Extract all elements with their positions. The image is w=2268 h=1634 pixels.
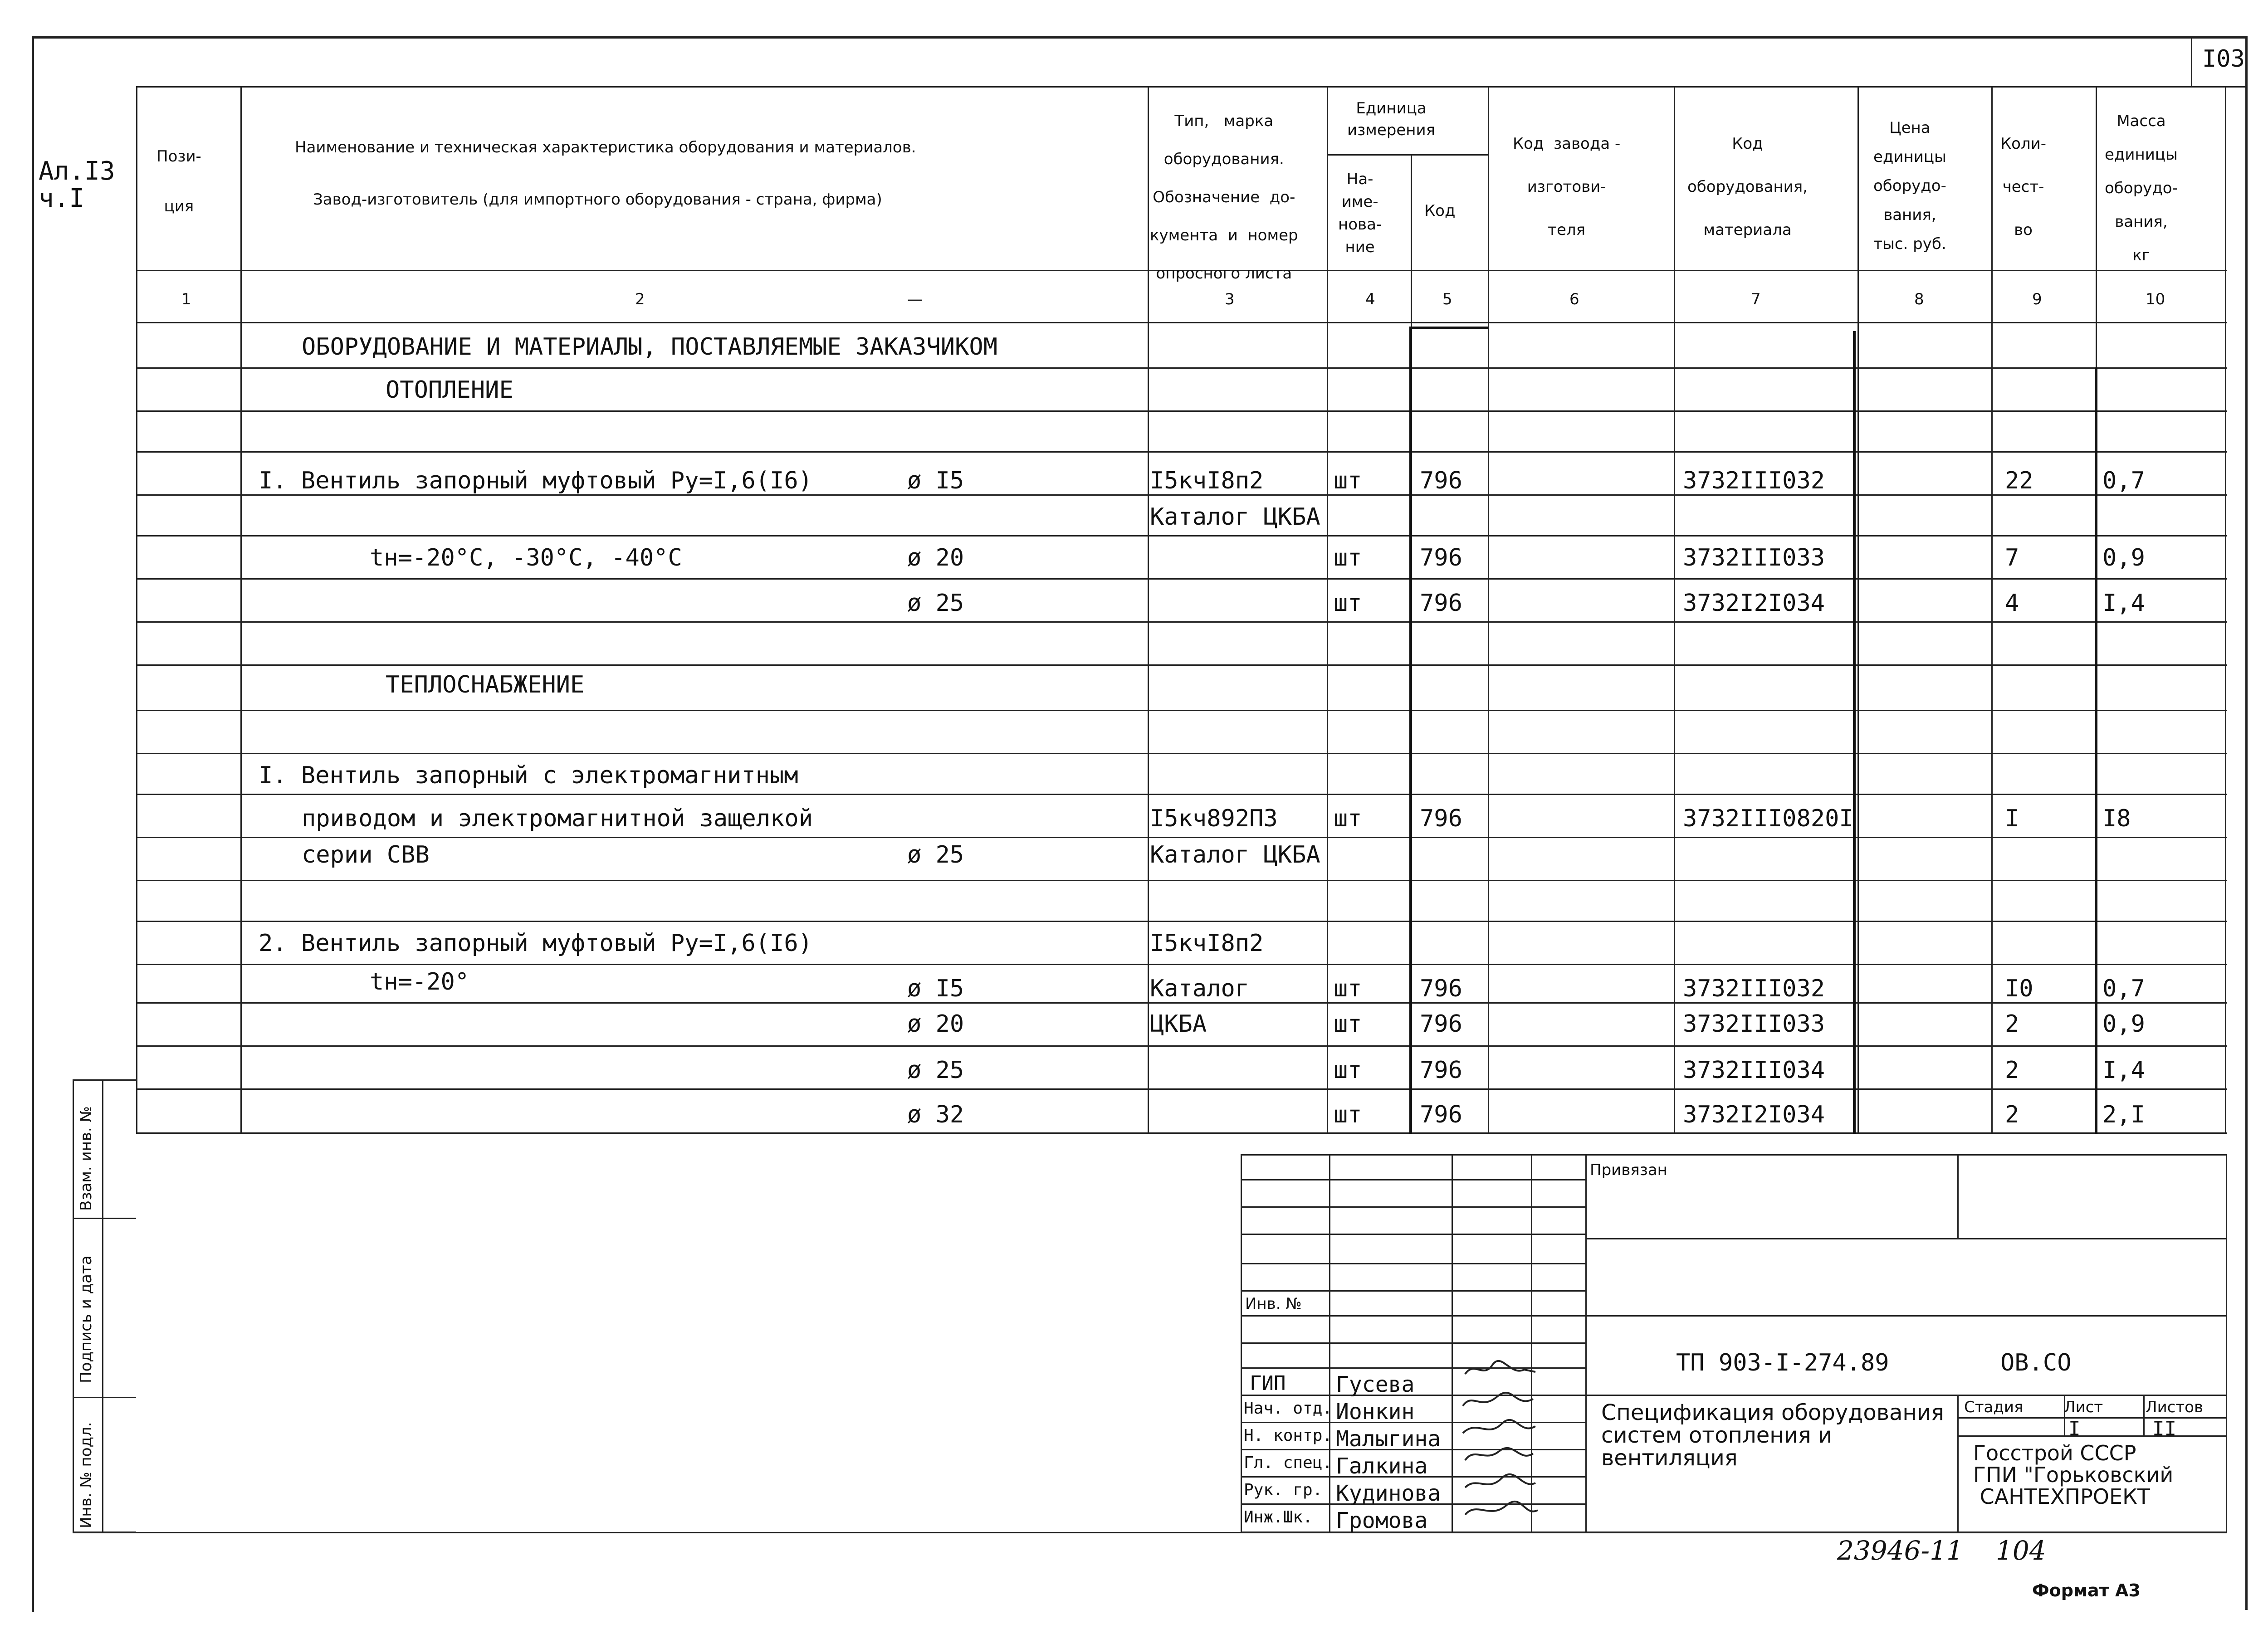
item-dn: ø 32 xyxy=(907,1101,964,1128)
title-stage-label: Стадия xyxy=(1964,1398,2024,1416)
title-document-name: Спецификация оборудования систем отопления и вентиляция xyxy=(1601,1400,1944,1471)
item-dn: ø I5 xyxy=(907,467,964,494)
title-doc-code: ТП 903-I-274.89 xyxy=(1676,1349,1889,1376)
item-type: I5кч892П3 xyxy=(1150,805,1278,832)
item-unit: шт xyxy=(1334,805,1362,832)
col-header-plant-code: Код завода - изготови- теля xyxy=(1513,135,1621,239)
sheet-border-right xyxy=(2245,36,2248,1610)
section-title-heating: ОТОПЛЕНИЕ xyxy=(386,376,513,404)
item-unit-code: 796 xyxy=(1420,1057,1462,1084)
item-name: I. Вентиль запорный муфтовый Ру=I,6(I6) xyxy=(259,467,812,494)
col-number: 7 xyxy=(1751,290,1761,308)
item-unit-code: 796 xyxy=(1420,805,1462,832)
title-inv-no: Инв. № xyxy=(1245,1295,1302,1313)
item-mass: 0,7 xyxy=(2102,467,2145,494)
item-name: tн=-20°С, -30°С, -40°С xyxy=(370,544,682,571)
role-label: Н. контр. xyxy=(1244,1426,1333,1445)
item-unit: шт xyxy=(1334,975,1362,1002)
item-mass: 0,9 xyxy=(2102,1010,2145,1038)
item-dn: ø 20 xyxy=(907,544,964,571)
col-header-mass: Масса единицы оборудо- вания, кг xyxy=(2105,112,2178,264)
item-quantity: 7 xyxy=(2005,544,2019,571)
bottom-page: 104 xyxy=(1996,1535,2046,1566)
side-stamp-podpis: Подпись и дата xyxy=(77,1255,95,1383)
bottom-number: 23946-11 xyxy=(1837,1535,1963,1566)
person-name: Кудинова xyxy=(1336,1481,1441,1506)
item-unit-code: 796 xyxy=(1420,590,1462,617)
item-unit: шт xyxy=(1334,590,1362,617)
col-number: 2 xyxy=(635,290,645,308)
item-quantity: I xyxy=(2005,805,2019,832)
item-equipment-code: 3732III0820I xyxy=(1683,805,1853,832)
item-equipment-code: 3732III034 xyxy=(1683,1057,1825,1084)
section-title-main: ОБОРУДОВАНИЕ И МАТЕРИАЛЫ, ПОСТАВЛЯЕМЫЕ ЗАКАЗЧИКОМ xyxy=(302,333,998,361)
album-label: Ал.I3 xyxy=(39,156,115,186)
item-equipment-code: 3732III032 xyxy=(1683,975,1825,1002)
item-quantity: I0 xyxy=(2005,975,2033,1002)
col-header-quantity: Коли- чест- во xyxy=(2000,135,2047,239)
col-header-equipment-code: Код оборудования, материала xyxy=(1687,135,1808,239)
col-header-unit: Единица измерения xyxy=(1347,99,1436,139)
col-header-type: Тип, марка оборудования. Обозначение до- кумента и номер опросного листа xyxy=(1150,112,1298,283)
col-header-position: Пози- ция xyxy=(156,147,201,215)
item-type: ЦКБА xyxy=(1150,1010,1207,1038)
item-mass: I8 xyxy=(2102,805,2131,832)
title-sheets-value: II xyxy=(2152,1417,2176,1440)
item-quantity: 4 xyxy=(2005,590,2019,617)
item-name: 2. Вентиль запорный муфтовый Ру=I,6(I6) xyxy=(259,930,812,957)
item-mass: 0,9 xyxy=(2102,544,2145,571)
item-dn: ø I5 xyxy=(907,975,964,1002)
item-name: tн=-20° xyxy=(370,968,469,995)
col-number: 4 xyxy=(1365,290,1375,308)
title-mark: ОВ.СО xyxy=(2000,1349,2072,1376)
item-equipment-code: 3732I2I034 xyxy=(1683,1101,1825,1128)
person-name: Галкина xyxy=(1336,1454,1428,1479)
col-header-unit-code: Код xyxy=(1424,202,1456,220)
col-header-unit-name: На- име- нова- ние xyxy=(1338,170,1382,256)
item-mass: I,4 xyxy=(2102,1057,2145,1084)
item-mass: 2,I xyxy=(2102,1101,2145,1128)
item-dn: ø 20 xyxy=(907,1010,964,1038)
person-name: Гусева xyxy=(1336,1372,1415,1397)
item-unit-code: 796 xyxy=(1420,1101,1462,1128)
role-label: Гл. спец. xyxy=(1244,1454,1333,1472)
col-number: 1 xyxy=(181,290,191,308)
format-label: Формат А3 xyxy=(2032,1580,2141,1600)
col-number: 10 xyxy=(2146,290,2165,308)
item-unit: шт xyxy=(1334,1010,1362,1038)
item-mass: 0,7 xyxy=(2102,975,2145,1002)
person-name: Громова xyxy=(1336,1508,1428,1533)
role-label: ГИП xyxy=(1250,1372,1286,1395)
item-equipment-code: 3732I2I034 xyxy=(1683,590,1825,617)
item-name: серии СВВ xyxy=(302,841,430,868)
item-type: I5кчI8п2 xyxy=(1150,467,1264,494)
item-quantity: 2 xyxy=(2005,1101,2019,1128)
role-label: Рук. гр. xyxy=(1244,1481,1323,1499)
item-unit: шт xyxy=(1334,467,1362,494)
col-number: 9 xyxy=(2032,290,2042,308)
col-header-name-line2: Завод-изготовитель (для импортного оборудования - страна, фирма) xyxy=(313,190,882,209)
section-title-supply: ТЕПЛОСНАБЖЕНИЕ xyxy=(386,671,585,698)
page-number: I03 xyxy=(2202,45,2245,73)
item-quantity: 2 xyxy=(2005,1010,2019,1038)
item-unit: шт xyxy=(1334,1057,1362,1084)
title-organization: Госстрой СССР ГПИ "Горьковский САНТЕХПРОЕКТ xyxy=(1973,1441,2174,1509)
item-equipment-code: 3732III033 xyxy=(1683,1010,1825,1038)
person-name: Ионкин xyxy=(1336,1399,1415,1424)
col-header-price: Цена единицы оборудо- вания, тыс. руб. xyxy=(1873,119,1946,253)
item-unit: шт xyxy=(1334,544,1362,571)
side-stamp-vzam: Взам. инв. № xyxy=(77,1106,95,1211)
col-header-name-line1: Наименование и техническая характеристика оборудования и материалов. xyxy=(295,138,916,156)
item-quantity: 22 xyxy=(2005,467,2033,494)
person-name: Малыгина xyxy=(1336,1426,1441,1452)
item-name: приводом и электромагнитной защелкой xyxy=(302,805,813,832)
signature-icon xyxy=(1456,1356,1542,1533)
col-number: 6 xyxy=(1569,290,1579,308)
item-unit-code: 796 xyxy=(1420,544,1462,571)
title-sheet-value: I xyxy=(2068,1417,2081,1440)
item-dn: ø 25 xyxy=(907,1057,964,1084)
item-unit-code: 796 xyxy=(1420,1010,1462,1038)
col-number: 5 xyxy=(1442,290,1452,308)
col-number: 8 xyxy=(1914,290,1924,308)
item-dn: ø 25 xyxy=(907,590,964,617)
title-privyazan: Привязан xyxy=(1590,1161,1667,1179)
side-stamp-inv-podl: Инв. № подл. xyxy=(77,1422,95,1528)
item-name: I. Вентиль запорный с электромагнитным xyxy=(259,762,798,789)
item-mass: I,4 xyxy=(2102,590,2145,617)
item-type: I5кчI8п2 xyxy=(1150,930,1264,957)
role-label: Нач. отд. xyxy=(1244,1399,1333,1418)
page-box-line xyxy=(2191,36,2192,86)
item-dn: ø 25 xyxy=(907,841,964,868)
item-equipment-code: 3732III033 xyxy=(1683,544,1825,571)
item-type: Каталог ЦКБА xyxy=(1150,503,1320,531)
item-type: Каталог ЦКБА xyxy=(1150,841,1320,868)
col-number: — xyxy=(907,290,923,308)
col-number: 3 xyxy=(1225,290,1235,308)
item-type: Каталог xyxy=(1150,975,1250,1002)
title-sheet-label: Лист xyxy=(2064,1398,2103,1416)
item-unit-code: 796 xyxy=(1420,975,1462,1002)
part-label: ч.I xyxy=(39,184,85,213)
item-unit-code: 796 xyxy=(1420,467,1462,494)
title-sheets-label: Листов xyxy=(2146,1398,2204,1416)
item-equipment-code: 3732III032 xyxy=(1683,467,1825,494)
role-label: Инж.Шк. xyxy=(1244,1508,1313,1527)
item-quantity: 2 xyxy=(2005,1057,2019,1084)
item-unit: шт xyxy=(1334,1101,1362,1128)
